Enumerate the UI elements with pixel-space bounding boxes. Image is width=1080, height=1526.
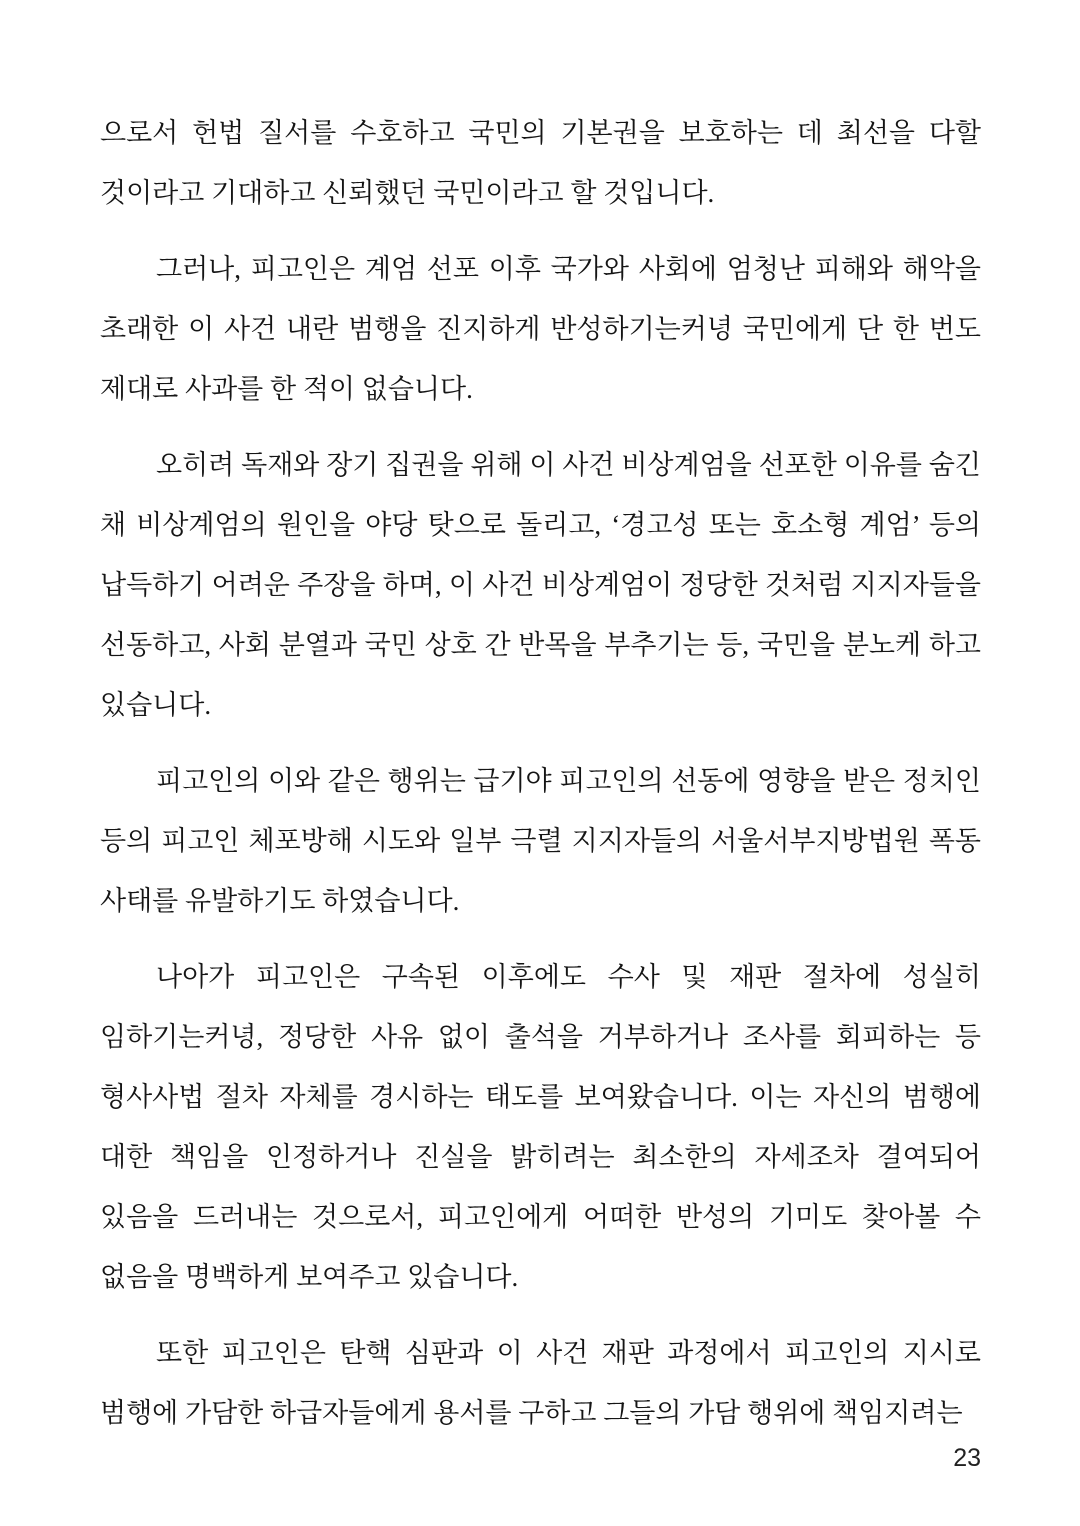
- text-line: 것이라고 기대하고 신뢰했던 국민이라고 할 것입니다.: [100, 178, 715, 208]
- page-number: 23: [953, 1444, 981, 1472]
- text-line: 선동하고, 사회 분열과 국민 상호 간 반목을 부추기는 등, 국민을 분노케 하고: [100, 630, 981, 660]
- text-line: 납득하기 어려운 주장을 하며, 이 사건 비상계엄이 정당한 것처럼 지지자들을: [100, 570, 981, 600]
- paragraph: [100, 947, 981, 1307]
- text-line: 피고인의 이와 같은 행위는 급기야 피고인의 선동에 영향을 받은 정치인: [156, 766, 981, 796]
- text-line: 사태를 유발하기도 하였습니다.: [100, 886, 460, 916]
- text-line: 등의 피고인 체포방해 시도와 일부 극렬 지지자들의 서울서부지방법원 폭동: [100, 826, 981, 856]
- paragraph: [100, 435, 981, 735]
- text-line: 있습니다.: [100, 690, 212, 720]
- text-line: 초래한 이 사건 내란 범행을 진지하게 반성하기는커녕 국민에게 단 한 번도: [100, 314, 981, 344]
- paragraph: [100, 103, 981, 223]
- text-line: 으로서 헌법 질서를 수호하고 국민의 기본권을 보호하는 데 최선을 다할: [100, 118, 981, 148]
- text-line: 제대로 사과를 한 적이 없습니다.: [100, 374, 473, 404]
- text-line: 임하기는커녕, 정당한 사유 없이 출석을 거부하거나 조사를 회피하는 등: [100, 1022, 981, 1052]
- text-line: 또한 피고인은 탄핵 심판과 이 사건 재판 과정에서 피고인의 지시로: [156, 1338, 981, 1368]
- text-line: 대한 책임을 인정하거나 진실을 밝히려는 최소한의 자세조차 결여되어: [100, 1142, 981, 1172]
- document-body: [100, 103, 981, 1459]
- text-line: 나아가 피고인은 구속된 이후에도 수사 및 재판 절차에 성실히: [156, 962, 981, 992]
- paragraph: [100, 239, 981, 419]
- text-line: 채 비상계엄의 원인을 야당 탓으로 돌리고, ‘경고성 또는 호소형 계엄’ 등의: [100, 510, 981, 540]
- text-line: 있음을 드러내는 것으로서, 피고인에게 어떠한 반성의 기미도 찾아볼 수: [100, 1202, 981, 1232]
- text-line: 오히려 독재와 장기 집권을 위해 이 사건 비상계엄을 선포한 이유를 숨긴: [156, 450, 981, 480]
- text-line: 범행에 가담한 하급자들에게 용서를 구하고 그들의 가담 행위에 책임지려는: [100, 1398, 963, 1428]
- paragraph: [100, 1323, 981, 1443]
- text-line: 그러나, 피고인은 계엄 선포 이후 국가와 사회에 엄청난 피해와 해악을: [156, 254, 981, 284]
- text-line: 형사사법 절차 자체를 경시하는 태도를 보여왔습니다. 이는 자신의 범행에: [100, 1082, 981, 1112]
- page-footer: [100, 1441, 981, 1475]
- text-line: 없음을 명백하게 보여주고 있습니다.: [100, 1262, 519, 1292]
- paragraph: [100, 751, 981, 931]
